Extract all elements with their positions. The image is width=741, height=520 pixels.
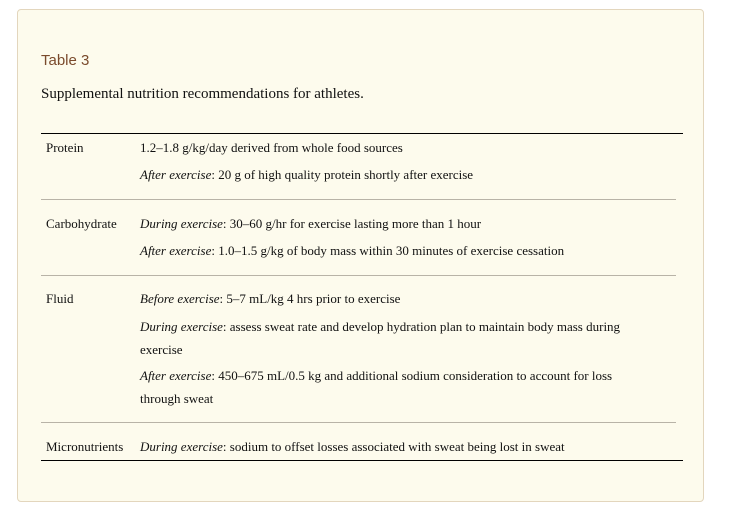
nutrient-label-protein: Protein <box>46 140 84 155</box>
phase-label: Before exercise <box>140 291 220 306</box>
table-cell-line <box>140 318 620 336</box>
phase-label: During exercise <box>140 319 223 334</box>
recommendation-text: : 450–675 mL/0.5 kg and additional sodium consideration to account for loss <box>211 368 613 383</box>
recommendation-text: exercise <box>140 342 183 357</box>
table-caption: Supplemental nutrition recommendations for athletes. <box>41 86 364 102</box>
phase-label: After exercise <box>140 243 212 258</box>
row-divider <box>41 422 676 423</box>
table-cell-line <box>140 215 481 233</box>
table-label: Table 3 <box>41 52 90 69</box>
table-cell-line <box>140 139 403 157</box>
recommendation-text: : 1.0–1.5 g/kg of body mass within 30 minutes of exercise cessation <box>211 243 565 258</box>
recommendation-text: through sweat <box>140 391 214 406</box>
table-cell-line <box>140 438 565 456</box>
table-bottom-rule <box>41 460 683 461</box>
recommendation-text: : 5–7 mL/kg 4 hrs prior to exercise <box>219 291 401 306</box>
table-cell-line <box>140 367 612 385</box>
table-cell-line <box>140 390 213 408</box>
row-divider <box>41 275 676 276</box>
recommendation-text: : 30–60 g/hr for exercise lasting more than 1 hour <box>222 216 482 231</box>
table-panel <box>17 9 704 502</box>
table-top-rule <box>41 133 683 134</box>
phase-label: After exercise <box>140 368 212 383</box>
recommendation-text: : assess sweat rate and develop hydration plan to maintain body mass during <box>222 319 621 334</box>
phase-label: After exercise <box>140 167 212 182</box>
recommendation-text: : 20 g of high quality protein shortly after exercise <box>211 167 474 182</box>
table-cell-line <box>140 341 183 359</box>
table-cell-line <box>140 290 400 308</box>
phase-label: During exercise <box>140 439 223 454</box>
nutrient-label-carbohydrate: Carbohydrate <box>46 216 117 231</box>
recommendation-text: 1.2–1.8 g/kg/day derived from whole food sources <box>140 140 403 155</box>
nutrient-label-micronutrients: Micronutrients <box>46 439 124 454</box>
recommendation-text: : sodium to offset losses associated with sweat being lost in sweat <box>222 439 565 454</box>
table-cell-line <box>140 242 564 260</box>
row-divider <box>41 199 676 200</box>
phase-label: During exercise <box>140 216 223 231</box>
nutrient-label-fluid: Fluid <box>46 291 74 306</box>
table-cell-line <box>140 166 473 184</box>
